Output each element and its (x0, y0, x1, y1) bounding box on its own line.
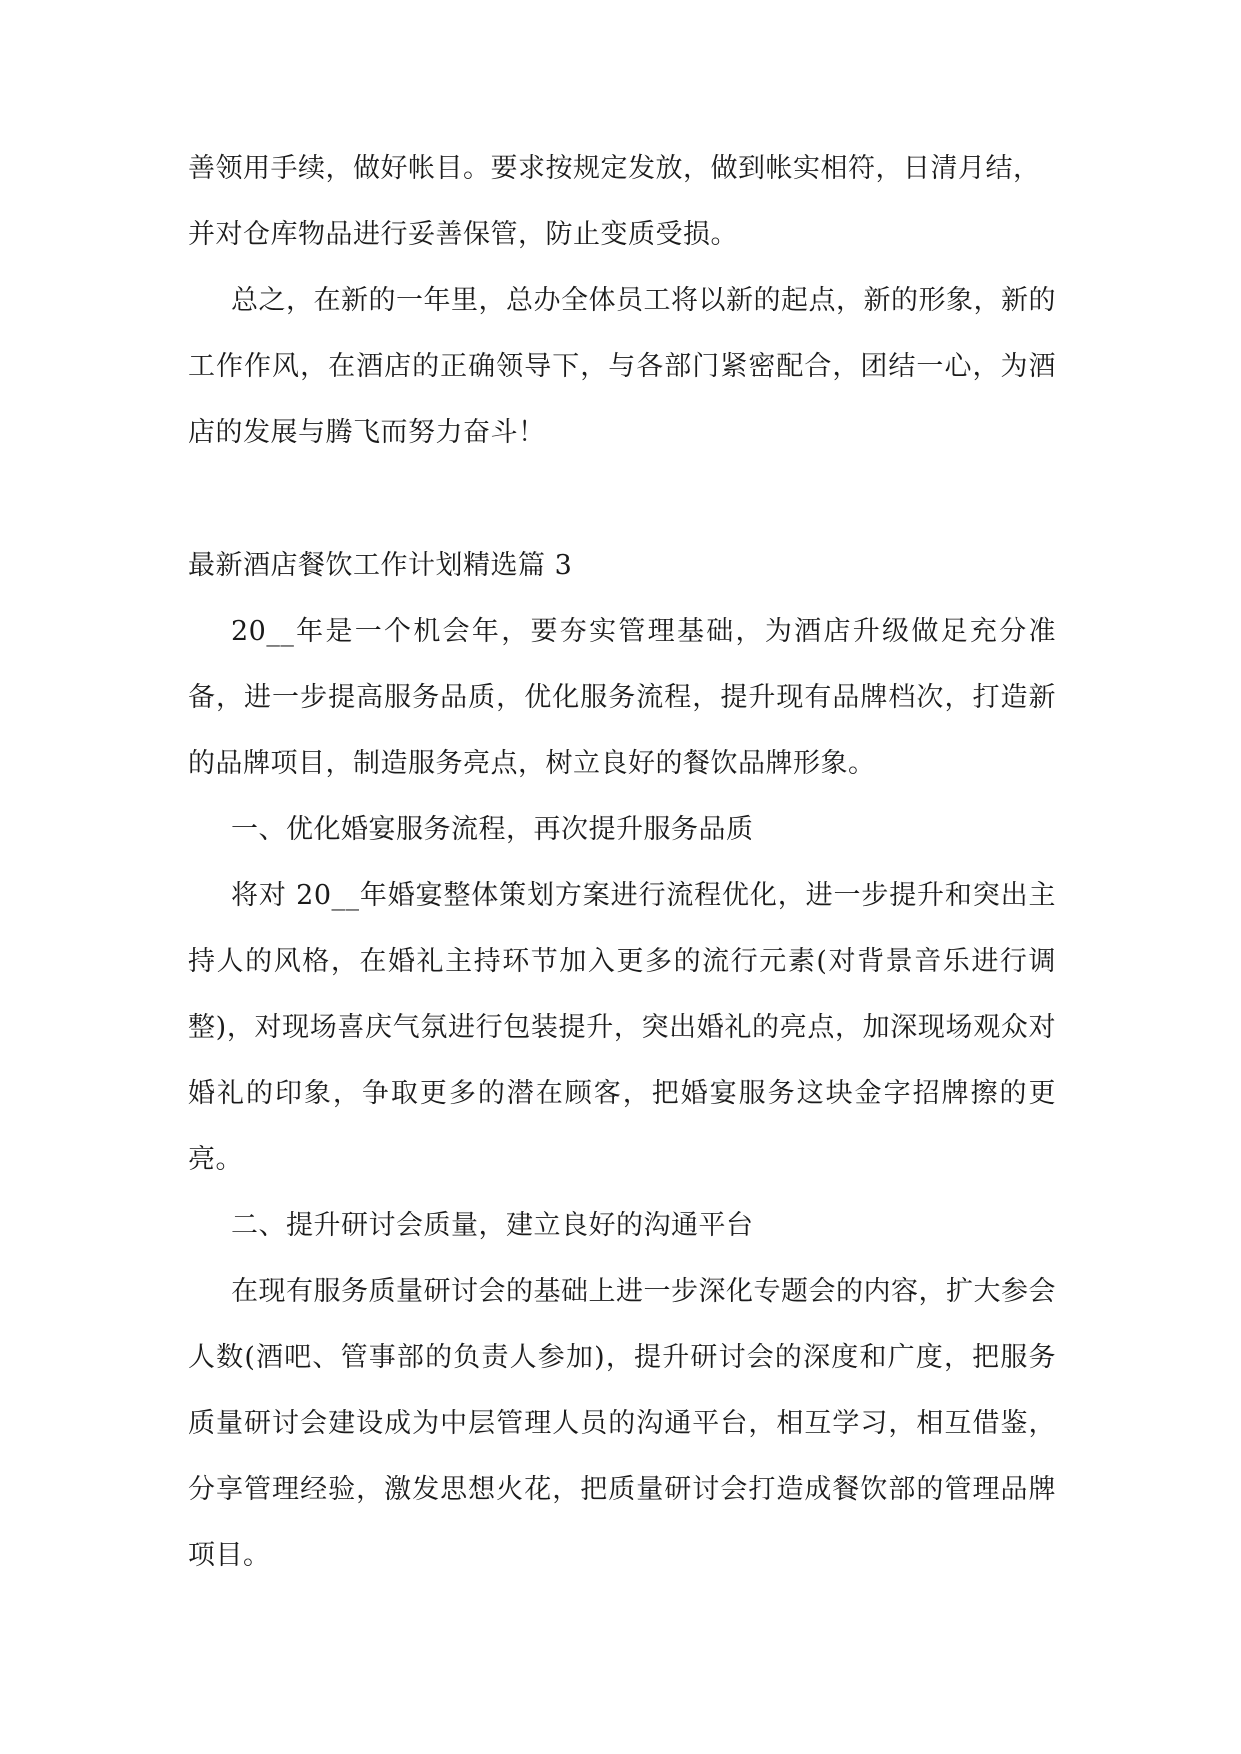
item2-body: 在现有服务质量研讨会的基础上进一步深化专题会的内容，扩大参会人数(酒吧、管事部的负责人参加)，提升研讨会的深度和广度，把服务质量研讨会建设成为中层管理人员的沟通平台，相互学习，相互借鉴，分享管理经验，激发思想火花，把质量研讨会打造成餐饮部的管理品牌项目。 (188, 1276, 1056, 1571)
intro-paragraph: 20__年是一个机会年，要夯实管理基础，为酒店升级做足充分准备，进一步提高服务品质，优化服务流程，提升现有品牌档次，打造新的品牌项目，制造服务亮点，树立良好的餐饮品牌形象。 (188, 616, 1056, 779)
item1-body: 将对 20__年婚宴整体策划方案进行流程优化，进一步提升和突出主持人的风格，在婚礼主持环节加入更多的流行元素(对背景音乐进行调整)，对现场喜庆气氛进行包装提升，突出婚礼的亮点，加深现场观众对婚礼的印象，争取更多的潜在顾客，把婚宴服务这块金字招牌擦的更亮。 (188, 880, 1056, 1175)
item1-heading: 一、优化婚宴服务流程，再次提升服务品质 (231, 814, 754, 845)
section-spacer (188, 466, 1056, 533)
item2-heading: 二、提升研讨会质量，建立良好的沟通平台 (231, 1210, 754, 1241)
document-body (188, 136, 1056, 1589)
continued-line-2: 并对仓库物品进行妥善保管，防止变质受损。 (188, 219, 738, 250)
closing-paragraph: 总之，在新的一年里，总办全体员工将以新的起点，新的形象，新的工作作风，在酒店的正确领导下，与各部门紧密配合，团结一心，为酒店的发展与腾飞而努力奋斗！ (188, 285, 1056, 448)
continued-line-1: 善领用手续，做好帐目。要求按规定发放，做到帐实相符，日清月结， (188, 153, 1041, 184)
section-title: 最新酒店餐饮工作计划精选篇 3 (188, 550, 573, 581)
